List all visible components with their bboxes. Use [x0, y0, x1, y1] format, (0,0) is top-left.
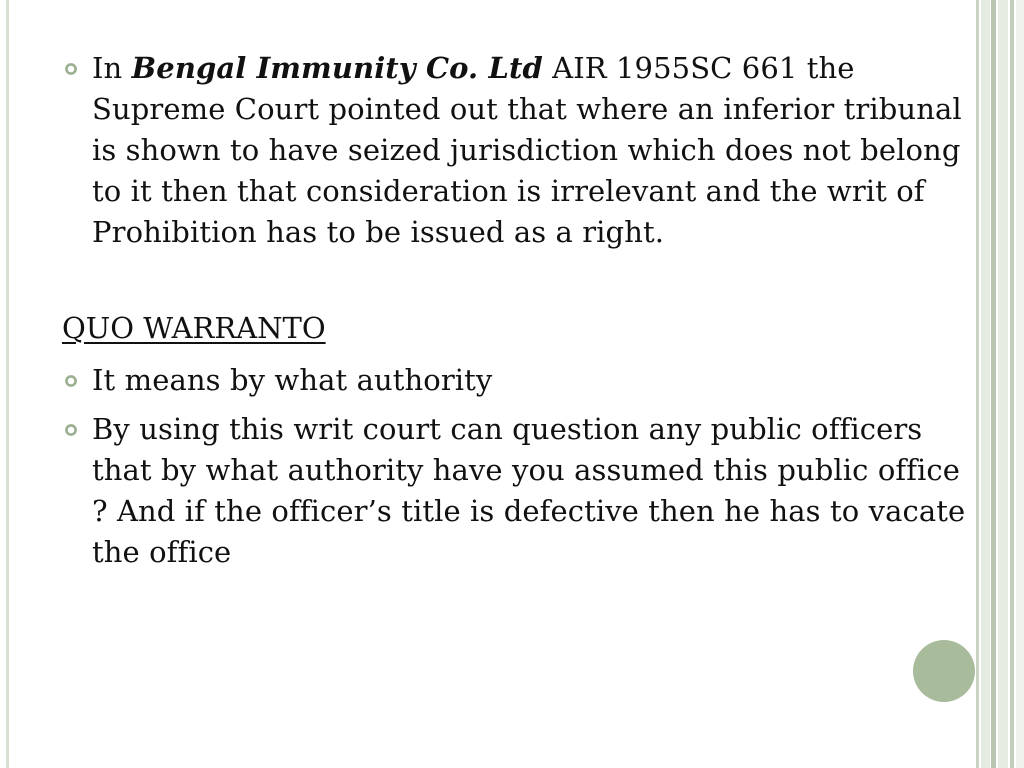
section-heading: QUO WARRANTO	[62, 311, 326, 345]
decorative-circle	[913, 640, 975, 702]
ring-bullet-icon	[64, 423, 78, 437]
ring-bullet-icon	[64, 374, 78, 388]
bullet-meaning: It means by what authority	[92, 363, 493, 397]
case-name: Bengal Immunity Co. Ltd	[131, 51, 543, 85]
right-decor-stripe	[1016, 0, 1024, 768]
right-decor-stripe	[981, 0, 990, 768]
right-decor-stripe	[976, 0, 979, 768]
right-decor-stripe	[998, 0, 1008, 768]
right-decor-stripe	[1010, 0, 1014, 768]
right-decor-stripe	[991, 0, 996, 768]
bullet-writ-usage: By using this writ court can question any public officers that by what authority have you assumed this public office ? And if the officer’s title is defective then he has to vacate the office	[92, 412, 966, 569]
bullet-text: AIR 1955SC 661 the Supreme Court pointed out that where an inferior tribunal is shown to have seized jurisdiction which does not belong to it then that consideration is irrelevant and the writ of Prohibition has to be issued as a right.	[92, 51, 962, 249]
bullet-prefix: In	[92, 51, 132, 85]
ring-bullet-icon	[64, 62, 78, 76]
bullet-bengal-immunity	[92, 48, 972, 253]
